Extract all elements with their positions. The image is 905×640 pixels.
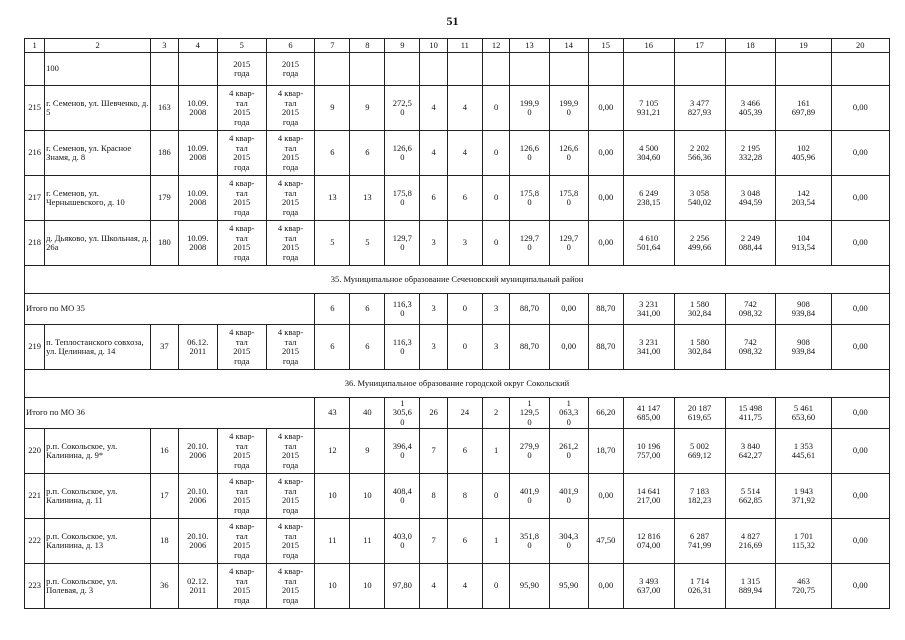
cell xyxy=(385,53,420,86)
cell: 4 квар- тал 2015 года xyxy=(266,221,315,266)
cell: 10.09. 2008 xyxy=(178,221,217,266)
address-cell: п. Теплостанского совхоза, ул. Целинная, д. 14 xyxy=(45,325,151,370)
cell: 1 353 445,61 xyxy=(776,429,831,474)
cell: 4 квар- тал 2015 года xyxy=(217,429,266,474)
cell: 4 xyxy=(420,131,448,176)
cell: 0,00 xyxy=(831,519,889,564)
cell: 129,7 0 xyxy=(549,221,588,266)
cell: 16 xyxy=(151,429,179,474)
cell: 116,3 0 xyxy=(385,325,420,370)
cell: 5 514 662,85 xyxy=(725,474,776,519)
column-header: 10 xyxy=(420,39,448,53)
cell: 4 квар- тал 2015 года xyxy=(217,564,266,609)
cell xyxy=(482,53,510,86)
cell: 2 202 566,36 xyxy=(674,131,725,176)
cell: 0,00 xyxy=(588,131,623,176)
cell: 1 305,6 0 xyxy=(385,398,420,429)
housing-table xyxy=(24,38,890,609)
cell: 0,00 xyxy=(549,294,588,325)
cell: 6 287 741,99 xyxy=(674,519,725,564)
cell: 0,00 xyxy=(831,398,889,429)
cell: 175,8 0 xyxy=(510,176,549,221)
row-number: 220 xyxy=(25,429,45,474)
table-row xyxy=(25,176,890,221)
column-header: 13 xyxy=(510,39,549,53)
cell: 6 xyxy=(420,176,448,221)
cell: 3 xyxy=(420,221,448,266)
cell: 0,00 xyxy=(831,176,889,221)
header-row xyxy=(25,39,890,53)
cell: 463 720,75 xyxy=(776,564,831,609)
cell: 8 xyxy=(447,474,482,519)
row-number: 222 xyxy=(25,519,45,564)
column-header: 9 xyxy=(385,39,420,53)
cell: 126,6 0 xyxy=(510,131,549,176)
cell: 1 701 115,32 xyxy=(776,519,831,564)
cell: 0,00 xyxy=(831,474,889,519)
cell: 10 xyxy=(315,564,350,609)
cell: 24 xyxy=(447,398,482,429)
cell: 186 xyxy=(151,131,179,176)
cell: 0 xyxy=(447,325,482,370)
cell: 1 xyxy=(482,429,510,474)
column-header: 11 xyxy=(447,39,482,53)
cell: 14 641 217,00 xyxy=(623,474,674,519)
cell xyxy=(588,53,623,86)
cell: 5 xyxy=(315,221,350,266)
cell xyxy=(178,53,217,86)
cell: 1 xyxy=(482,519,510,564)
table-row xyxy=(25,325,890,370)
cell: 0,00 xyxy=(588,474,623,519)
cell: 408,4 0 xyxy=(385,474,420,519)
row-number: 216 xyxy=(25,131,45,176)
cell: 4 квар- тал 2015 года xyxy=(266,131,315,176)
row-number: 219 xyxy=(25,325,45,370)
cell: 4 500 304,60 xyxy=(623,131,674,176)
address-cell: г. Семенов, ул. Красное Знамя, д. 8 xyxy=(45,131,151,176)
row-number: 217 xyxy=(25,176,45,221)
cell: 20 187 619,65 xyxy=(674,398,725,429)
cell: 102 405,96 xyxy=(776,131,831,176)
cell: 13 xyxy=(315,176,350,221)
cell: 180 xyxy=(151,221,179,266)
address-cell: д. Дьяково, ул. Школьная, д. 26а xyxy=(45,221,151,266)
cell: 6 249 238,15 xyxy=(623,176,674,221)
column-header: 14 xyxy=(549,39,588,53)
cell: 3 xyxy=(420,325,448,370)
cell: 9 xyxy=(350,429,385,474)
cell: 163 xyxy=(151,86,179,131)
cell: 129,7 0 xyxy=(510,221,549,266)
cell xyxy=(25,53,45,86)
table-row xyxy=(25,131,890,176)
cell: 11 xyxy=(315,519,350,564)
cell: 66,20 xyxy=(588,398,623,429)
cell xyxy=(420,53,448,86)
cell: 4 квар- тал 2015 года xyxy=(217,519,266,564)
cell xyxy=(510,53,549,86)
cell: 10.09. 2008 xyxy=(178,176,217,221)
cell xyxy=(447,53,482,86)
cell: 97,80 xyxy=(385,564,420,609)
column-header: 5 xyxy=(217,39,266,53)
column-header: 16 xyxy=(623,39,674,53)
address-cell: р.п. Сокольское, ул. Калинина, д. 9* xyxy=(45,429,151,474)
section-title: 35. Муниципальное образование Сеченовский муниципальный район xyxy=(25,266,890,294)
cell: 7 183 182,23 xyxy=(674,474,725,519)
cell: 3 231 341,00 xyxy=(623,294,674,325)
cell: 18 xyxy=(151,519,179,564)
cell: 0,00 xyxy=(831,564,889,609)
cell: 13 xyxy=(350,176,385,221)
column-header: 3 xyxy=(151,39,179,53)
cell: 4 квар- тал 2015 года xyxy=(266,325,315,370)
address-cell: р.п. Сокольское, ул. Калинина, д. 13 xyxy=(45,519,151,564)
cell: 129,7 0 xyxy=(385,221,420,266)
cell: 7 xyxy=(420,519,448,564)
column-header: 2 xyxy=(45,39,151,53)
cell: 4 квар- тал 2015 года xyxy=(266,474,315,519)
cell: 2 195 332,28 xyxy=(725,131,776,176)
cell: 88,70 xyxy=(588,325,623,370)
cell: 41 147 685,00 xyxy=(623,398,674,429)
cell: 10.09. 2008 xyxy=(178,131,217,176)
cell: 4 квар- тал 2015 года xyxy=(217,176,266,221)
cell: 4 квар- тал 2015 года xyxy=(266,429,315,474)
cell: 10 xyxy=(350,474,385,519)
cell: 15 498 411,75 xyxy=(725,398,776,429)
cell xyxy=(151,53,179,86)
cell xyxy=(315,53,350,86)
row-number: 223 xyxy=(25,564,45,609)
cell: 20.10. 2006 xyxy=(178,519,217,564)
column-header: 17 xyxy=(674,39,725,53)
cell: 6 xyxy=(447,429,482,474)
cell: 1 943 371,92 xyxy=(776,474,831,519)
column-header: 6 xyxy=(266,39,315,53)
cell: 3 477 827,93 xyxy=(674,86,725,131)
cell: 1 129,5 0 xyxy=(510,398,549,429)
address-cell: г. Семенов, ул. Чернышевского, д. 10 xyxy=(45,176,151,221)
section-header-row xyxy=(25,370,890,398)
cell: 36 xyxy=(151,564,179,609)
cell: 4 xyxy=(420,86,448,131)
cell: 02.12. 2011 xyxy=(178,564,217,609)
cell: 3 231 341,00 xyxy=(623,325,674,370)
cell: 5 xyxy=(350,221,385,266)
cell: 4 квар- тал 2015 года xyxy=(266,519,315,564)
cell: 199,9 0 xyxy=(510,86,549,131)
column-header: 18 xyxy=(725,39,776,53)
table-row xyxy=(25,429,890,474)
cell: 4 827 216,69 xyxy=(725,519,776,564)
table-row xyxy=(25,86,890,131)
cell: 0,00 xyxy=(588,221,623,266)
row-number: 218 xyxy=(25,221,45,266)
cell: 37 xyxy=(151,325,179,370)
address-cell: р.п. Сокольское, ул. Полевая, д. 3 xyxy=(45,564,151,609)
cell: 175,8 0 xyxy=(385,176,420,221)
cell: 0,00 xyxy=(831,294,889,325)
cell: 1 315 889,94 xyxy=(725,564,776,609)
cell: 0,00 xyxy=(588,564,623,609)
cell: 0 xyxy=(482,474,510,519)
cell: 0,00 xyxy=(588,86,623,131)
table-row xyxy=(25,564,890,609)
cell: 0,00 xyxy=(549,325,588,370)
cell: 199,9 0 xyxy=(549,86,588,131)
cell: 5 002 669,12 xyxy=(674,429,725,474)
cell: 4 610 501,64 xyxy=(623,221,674,266)
cell: 0,00 xyxy=(588,176,623,221)
column-header: 19 xyxy=(776,39,831,53)
cell: 179 xyxy=(151,176,179,221)
cell: 261,2 0 xyxy=(549,429,588,474)
cell: 142 203,54 xyxy=(776,176,831,221)
cell: 6 xyxy=(350,325,385,370)
cell: 0 xyxy=(482,564,510,609)
cell: 4 квар- тал 2015 года xyxy=(217,325,266,370)
address-cell: г. Семенов, ул. Шевченко, д. 5 xyxy=(45,86,151,131)
cell: 0 xyxy=(482,221,510,266)
cell: 7 xyxy=(420,429,448,474)
cell: 10.09. 2008 xyxy=(178,86,217,131)
cell: 40 xyxy=(350,398,385,429)
continuation-row xyxy=(25,53,890,86)
cell: 1 580 302,84 xyxy=(674,294,725,325)
cell: 396,4 0 xyxy=(385,429,420,474)
cell: 3 493 637,00 xyxy=(623,564,674,609)
cell: 11 xyxy=(350,519,385,564)
cell: 4 xyxy=(447,86,482,131)
cell xyxy=(725,53,776,86)
cell: 4 квар- тал 2015 года xyxy=(217,221,266,266)
cell: 12 xyxy=(315,429,350,474)
column-header: 8 xyxy=(350,39,385,53)
cell: 126,6 0 xyxy=(385,131,420,176)
cell: 3 xyxy=(447,221,482,266)
section-title: 36. Муниципальное образование городской округ Сокольский xyxy=(25,370,890,398)
row-number: 215 xyxy=(25,86,45,131)
cell: 4 xyxy=(420,564,448,609)
column-header: 1 xyxy=(25,39,45,53)
cell: 2 xyxy=(482,398,510,429)
cell: 279,9 0 xyxy=(510,429,549,474)
cell: 4 квар- тал 2015 года xyxy=(266,86,315,131)
cell: 95,90 xyxy=(549,564,588,609)
cell: 401,9 0 xyxy=(549,474,588,519)
cell: 20.10. 2006 xyxy=(178,429,217,474)
cell: 104 913,54 xyxy=(776,221,831,266)
cell: 4 квар- тал 2015 года xyxy=(266,564,315,609)
cell: 6 xyxy=(447,176,482,221)
cell: 10 xyxy=(350,564,385,609)
cell: 126,6 0 xyxy=(549,131,588,176)
column-header: 7 xyxy=(315,39,350,53)
cell: 9 xyxy=(350,86,385,131)
cell: 3 466 405,39 xyxy=(725,86,776,131)
cell: 20.10. 2006 xyxy=(178,474,217,519)
section-header-row xyxy=(25,266,890,294)
cell: 403,0 0 xyxy=(385,519,420,564)
cell: 1 063,3 0 xyxy=(549,398,588,429)
cell: 17 xyxy=(151,474,179,519)
row-number: 221 xyxy=(25,474,45,519)
cell: 6 xyxy=(350,131,385,176)
total-label: Итого по МО 36 xyxy=(25,398,315,429)
page-number: 51 xyxy=(446,14,459,28)
cell: 7 105 931,21 xyxy=(623,86,674,131)
cell: 2 249 088,44 xyxy=(725,221,776,266)
cell: 4 xyxy=(447,131,482,176)
cell: 4 квар- тал 2015 года xyxy=(217,86,266,131)
cell: 88,70 xyxy=(510,294,549,325)
cell xyxy=(623,53,674,86)
cell: 0 xyxy=(482,176,510,221)
column-header: 20 xyxy=(831,39,889,53)
cell: 1 714 026,31 xyxy=(674,564,725,609)
table-row xyxy=(25,519,890,564)
total-row xyxy=(25,398,890,429)
cell: 742 098,32 xyxy=(725,294,776,325)
cell: 12 816 074,00 xyxy=(623,519,674,564)
cell: 3 xyxy=(420,294,448,325)
table-row xyxy=(25,474,890,519)
cell: 5 461 653,60 xyxy=(776,398,831,429)
total-label: Итого по МО 35 xyxy=(25,294,315,325)
cell: 6 xyxy=(315,325,350,370)
cell: 10 xyxy=(315,474,350,519)
cell: 304,3 0 xyxy=(549,519,588,564)
cell: 742 098,32 xyxy=(725,325,776,370)
cell: 908 939,84 xyxy=(776,325,831,370)
address-cell: р.п. Сокольское, ул. Калинина, д. 11 xyxy=(45,474,151,519)
cell: 3 048 494,59 xyxy=(725,176,776,221)
cell xyxy=(549,53,588,86)
cell: 4 квар- тал 2015 года xyxy=(266,176,315,221)
cell: 2 256 499,66 xyxy=(674,221,725,266)
cell: 6 xyxy=(447,519,482,564)
cell: 47,50 xyxy=(588,519,623,564)
cell: 95,90 xyxy=(510,564,549,609)
cell: 175,8 0 xyxy=(549,176,588,221)
cell: 0,00 xyxy=(831,429,889,474)
column-header: 15 xyxy=(588,39,623,53)
cell: 6 xyxy=(315,131,350,176)
cell: 3 xyxy=(482,325,510,370)
cell: 272,5 0 xyxy=(385,86,420,131)
table-row xyxy=(25,221,890,266)
cell xyxy=(350,53,385,86)
cell xyxy=(674,53,725,86)
cell: 43 xyxy=(315,398,350,429)
cell: 0 xyxy=(482,86,510,131)
cell: 10 196 757,00 xyxy=(623,429,674,474)
cell: 2015 года xyxy=(217,53,266,86)
cell: 06.12. 2011 xyxy=(178,325,217,370)
address-cell: 100 xyxy=(45,53,151,86)
cell: 3 xyxy=(482,294,510,325)
cell xyxy=(831,53,889,86)
cell: 26 xyxy=(420,398,448,429)
cell: 0,00 xyxy=(831,86,889,131)
total-row xyxy=(25,294,890,325)
cell: 351,8 0 xyxy=(510,519,549,564)
cell xyxy=(776,53,831,86)
cell: 3 840 642,27 xyxy=(725,429,776,474)
cell: 1 580 302,84 xyxy=(674,325,725,370)
cell: 0 xyxy=(482,131,510,176)
cell: 401,9 0 xyxy=(510,474,549,519)
cell: 18,70 xyxy=(588,429,623,474)
cell: 116,3 0 xyxy=(385,294,420,325)
cell: 4 квар- тал 2015 года xyxy=(217,474,266,519)
cell: 6 xyxy=(350,294,385,325)
cell: 3 058 540,02 xyxy=(674,176,725,221)
column-header: 12 xyxy=(482,39,510,53)
cell: 0,00 xyxy=(831,325,889,370)
cell: 4 квар- тал 2015 года xyxy=(217,131,266,176)
cell: 6 xyxy=(315,294,350,325)
cell: 9 xyxy=(315,86,350,131)
cell: 161 697,89 xyxy=(776,86,831,131)
cell: 4 xyxy=(447,564,482,609)
column-header: 4 xyxy=(178,39,217,53)
cell: 88,70 xyxy=(510,325,549,370)
cell: 908 939,84 xyxy=(776,294,831,325)
cell: 8 xyxy=(420,474,448,519)
cell: 0,00 xyxy=(831,221,889,266)
cell: 0,00 xyxy=(831,131,889,176)
cell: 88,70 xyxy=(588,294,623,325)
cell: 0 xyxy=(447,294,482,325)
cell: 2015 года xyxy=(266,53,315,86)
